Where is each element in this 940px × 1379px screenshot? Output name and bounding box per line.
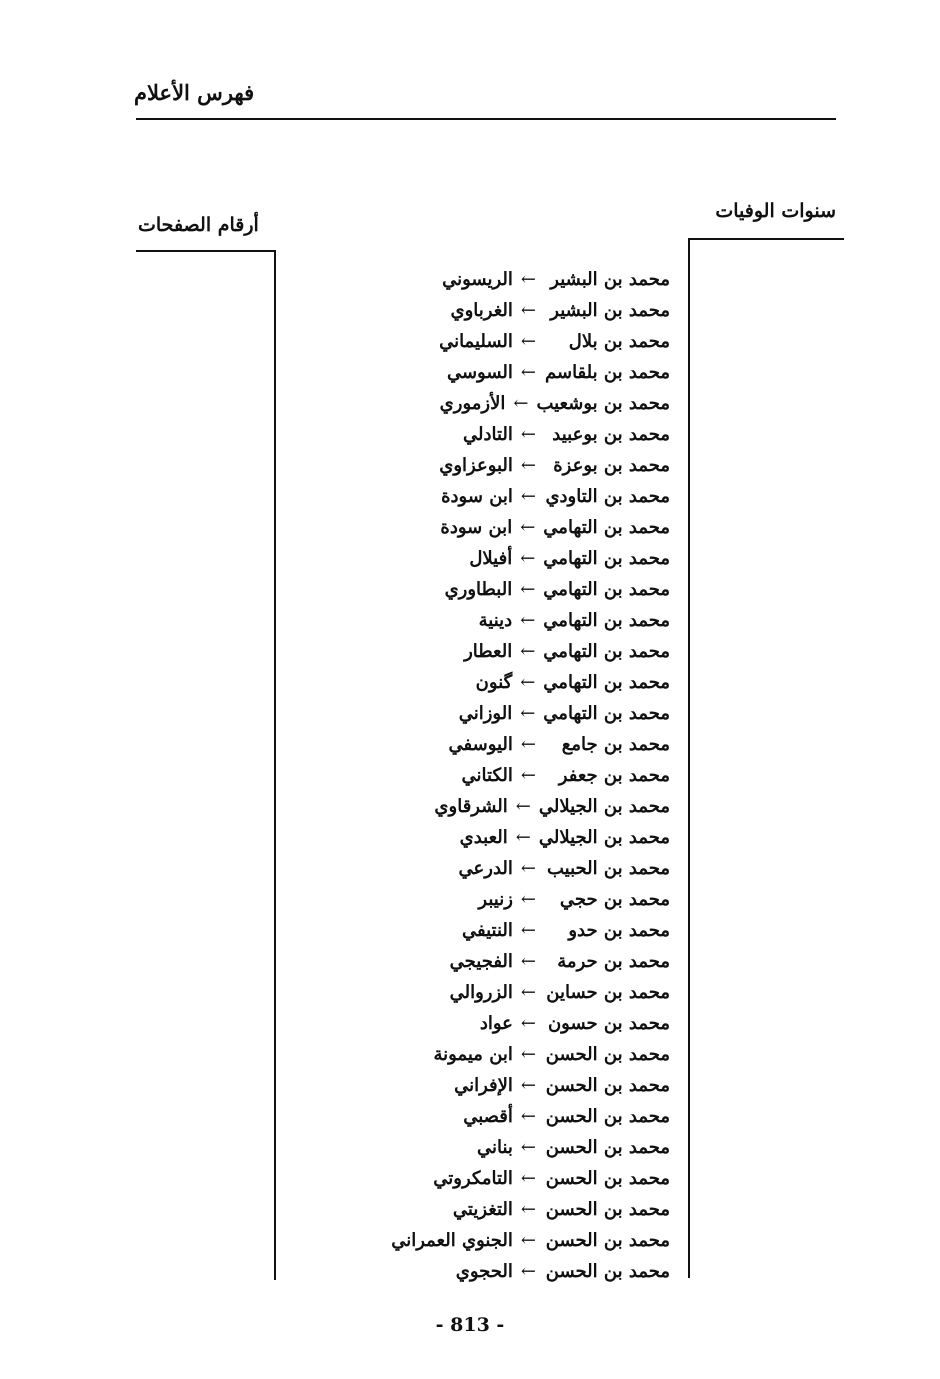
entry-given-name: محمد بن التهامي bbox=[543, 579, 670, 600]
name-index-entry bbox=[330, 543, 670, 574]
entry-family-name: البطاوري bbox=[444, 579, 513, 600]
name-index-entry bbox=[330, 915, 670, 946]
entry-given-name: محمد بن البشير bbox=[550, 300, 670, 321]
entry-family-name: ابن ميمونة bbox=[433, 1044, 513, 1065]
left-arrow-icon: ← bbox=[520, 672, 536, 693]
left-arrow-icon: ← bbox=[520, 1199, 536, 1220]
name-index-entry bbox=[330, 388, 670, 419]
name-index-entry bbox=[330, 264, 670, 295]
left-arrow-icon: ← bbox=[520, 858, 536, 879]
left-arrow-icon: ← bbox=[520, 889, 536, 910]
name-index-entry bbox=[330, 574, 670, 605]
entry-given-name: محمد بن حساين bbox=[546, 982, 670, 1003]
left-arrow-icon: ← bbox=[520, 1168, 536, 1189]
entry-given-name: محمد بن جامع bbox=[561, 734, 670, 755]
left-arrow-icon: ← bbox=[520, 362, 536, 383]
left-arrow-icon: ← bbox=[520, 300, 536, 321]
left-arrow-icon: ← bbox=[520, 982, 536, 1003]
entry-family-name: السوسي bbox=[446, 362, 513, 383]
name-index-entry bbox=[330, 481, 670, 512]
entry-given-name: محمد بن التهامي bbox=[543, 703, 670, 724]
entry-family-name: أفيلال bbox=[469, 548, 513, 569]
left-arrow-icon: ← bbox=[520, 920, 536, 941]
name-index-entry bbox=[330, 419, 670, 450]
entry-given-name: محمد بن الجيلالي bbox=[538, 796, 670, 817]
left-arrow-icon: ← bbox=[520, 331, 536, 352]
entry-given-name: محمد بن بلال bbox=[568, 331, 670, 352]
name-index-entry bbox=[330, 1132, 670, 1163]
entry-given-name: محمد بن بوعزة bbox=[553, 455, 670, 476]
left-arrow-icon: ← bbox=[520, 1261, 536, 1282]
entry-family-name: التامكروتي bbox=[433, 1168, 513, 1189]
name-index-list bbox=[330, 264, 670, 1287]
entry-family-name: أقصبي bbox=[463, 1106, 513, 1127]
entry-family-name: النتيفي bbox=[462, 920, 513, 941]
left-arrow-icon: ← bbox=[520, 548, 536, 569]
header-rule bbox=[136, 118, 836, 120]
name-index-entry bbox=[330, 760, 670, 791]
entry-family-name: الدرعي bbox=[458, 858, 513, 879]
entry-given-name: محمد بن الحسن bbox=[545, 1168, 670, 1189]
running-title: فهرس الأعلام bbox=[134, 80, 255, 105]
left-arrow-icon: ← bbox=[520, 1044, 536, 1065]
left-arrow-icon: ← bbox=[520, 269, 536, 290]
left-arrow-icon: ← bbox=[520, 1137, 536, 1158]
entry-family-name: ابن سودة bbox=[440, 517, 513, 538]
left-arrow-icon: ← bbox=[520, 610, 536, 631]
entry-family-name: الزروالي bbox=[449, 982, 513, 1003]
name-index-entry bbox=[330, 853, 670, 884]
entry-given-name: محمد بن البشير bbox=[550, 269, 670, 290]
entry-family-name: العطار bbox=[464, 641, 513, 662]
left-arrow-icon: ← bbox=[520, 765, 536, 786]
left-arrow-icon: ← bbox=[520, 734, 536, 755]
page-number: - 813 - bbox=[435, 1314, 505, 1336]
entry-given-name: محمد بن الحبيب bbox=[546, 858, 670, 879]
entry-family-name: الشرقاوي bbox=[434, 796, 508, 817]
entry-given-name: محمد بن الحسن bbox=[545, 1261, 670, 1282]
entry-given-name: محمد بن الحسن bbox=[545, 1199, 670, 1220]
entry-given-name: محمد بن بلقاسم bbox=[545, 362, 670, 383]
left-arrow-icon: ← bbox=[520, 1106, 536, 1127]
left-arrow-icon: ← bbox=[520, 1013, 536, 1034]
entry-family-name: ابن سودة bbox=[441, 486, 513, 507]
entry-given-name: محمد بن الجيلالي bbox=[538, 827, 670, 848]
entry-family-name: الريسوني bbox=[442, 269, 513, 290]
entry-family-name: الحجوي bbox=[455, 1261, 513, 1282]
entry-family-name: التادلي bbox=[463, 424, 513, 445]
left-arrow-icon: ← bbox=[520, 455, 536, 476]
name-index-entry bbox=[330, 605, 670, 636]
name-index-entry bbox=[330, 729, 670, 760]
entry-family-name: الكتاني bbox=[461, 765, 513, 786]
name-index-entry bbox=[330, 326, 670, 357]
entry-family-name: البوعزاوي bbox=[439, 455, 513, 476]
left-bracket-vertical-rule bbox=[274, 250, 276, 1280]
entry-family-name: گنون bbox=[475, 672, 513, 693]
right-bracket-top-rule bbox=[688, 238, 844, 240]
entry-given-name: محمد بن التهامي bbox=[543, 548, 670, 569]
entry-family-name: العبدي bbox=[459, 827, 508, 848]
entry-family-name: السليماني bbox=[439, 331, 513, 352]
name-index-entry bbox=[330, 1256, 670, 1287]
left-arrow-icon: ← bbox=[520, 517, 536, 538]
left-arrow-icon: ← bbox=[520, 424, 536, 445]
entry-given-name: محمد بن حجي bbox=[559, 889, 670, 910]
left-arrow-icon: ← bbox=[520, 641, 536, 662]
entry-family-name: الجنوي العمراني bbox=[391, 1230, 513, 1251]
entry-family-name: زنيبر bbox=[478, 889, 513, 910]
name-index-entry bbox=[330, 822, 670, 853]
entry-given-name: محمد بن الحسن bbox=[545, 1075, 670, 1096]
right-bracket-vertical-rule bbox=[688, 238, 690, 1278]
entry-given-name: محمد بن الحسن bbox=[545, 1137, 670, 1158]
entry-given-name: محمد بن بوعبيد bbox=[552, 424, 670, 445]
name-index-entry bbox=[330, 884, 670, 915]
entry-given-name: محمد بن بوشعيب bbox=[536, 393, 670, 414]
entry-family-name: التغزيتي bbox=[452, 1199, 513, 1220]
column-heading-death-years: سنوات الوفيات bbox=[715, 200, 836, 222]
entry-given-name: محمد بن حسون bbox=[547, 1013, 670, 1034]
entry-family-name: الغرباوي bbox=[450, 300, 513, 321]
entry-given-name: محمد بن التهامي bbox=[543, 641, 670, 662]
name-index-entry bbox=[330, 791, 670, 822]
left-arrow-icon: ← bbox=[520, 951, 536, 972]
entry-given-name: محمد بن الحسن bbox=[545, 1044, 670, 1065]
name-index-entry bbox=[330, 1101, 670, 1132]
entry-family-name: اليوسفي bbox=[448, 734, 513, 755]
name-index-entry bbox=[330, 512, 670, 543]
entry-family-name: الإفراني bbox=[454, 1075, 513, 1096]
name-index-entry bbox=[330, 698, 670, 729]
name-index-entry bbox=[330, 450, 670, 481]
left-arrow-icon: ← bbox=[520, 703, 536, 724]
entry-given-name: محمد بن جعفر bbox=[558, 765, 670, 786]
name-index-entry bbox=[330, 977, 670, 1008]
left-arrow-icon: ← bbox=[515, 796, 531, 817]
entry-family-name: الفجيجي bbox=[449, 951, 513, 972]
name-index-entry bbox=[330, 1163, 670, 1194]
entry-given-name: محمد بن حرمة bbox=[557, 951, 670, 972]
name-index-entry bbox=[330, 1194, 670, 1225]
entry-family-name: بناني bbox=[476, 1137, 513, 1158]
left-arrow-icon: ← bbox=[513, 393, 529, 414]
name-index-entry bbox=[330, 1225, 670, 1256]
left-arrow-icon: ← bbox=[520, 579, 536, 600]
name-index-entry bbox=[330, 1008, 670, 1039]
name-index-entry bbox=[330, 946, 670, 977]
left-arrow-icon: ← bbox=[520, 1075, 536, 1096]
column-heading-page-numbers: أرقام الصفحات bbox=[138, 214, 259, 236]
left-arrow-icon: ← bbox=[520, 486, 536, 507]
left-arrow-icon: ← bbox=[520, 1230, 536, 1251]
name-index-entry bbox=[330, 636, 670, 667]
entry-given-name: محمد بن التاودي bbox=[545, 486, 670, 507]
entry-family-name: دينية bbox=[478, 610, 513, 631]
entry-family-name: عواد bbox=[479, 1013, 513, 1034]
left-bracket-top-rule bbox=[136, 250, 276, 252]
entry-family-name: الوزاني bbox=[458, 703, 513, 724]
name-index-entry bbox=[330, 667, 670, 698]
name-index-entry bbox=[330, 1039, 670, 1070]
entry-given-name: محمد بن التهامي bbox=[543, 672, 670, 693]
left-arrow-icon: ← bbox=[515, 827, 531, 848]
entry-given-name: محمد بن الحسن bbox=[545, 1106, 670, 1127]
entry-family-name: الأزموري bbox=[439, 393, 506, 414]
entry-given-name: محمد بن الحسن bbox=[545, 1230, 670, 1251]
entry-given-name: محمد بن حدو bbox=[568, 920, 670, 941]
name-index-entry bbox=[330, 1070, 670, 1101]
name-index-entry bbox=[330, 295, 670, 326]
entry-given-name: محمد بن التهامي bbox=[543, 610, 670, 631]
entry-given-name: محمد بن التهامي bbox=[543, 517, 670, 538]
name-index-entry bbox=[330, 357, 670, 388]
